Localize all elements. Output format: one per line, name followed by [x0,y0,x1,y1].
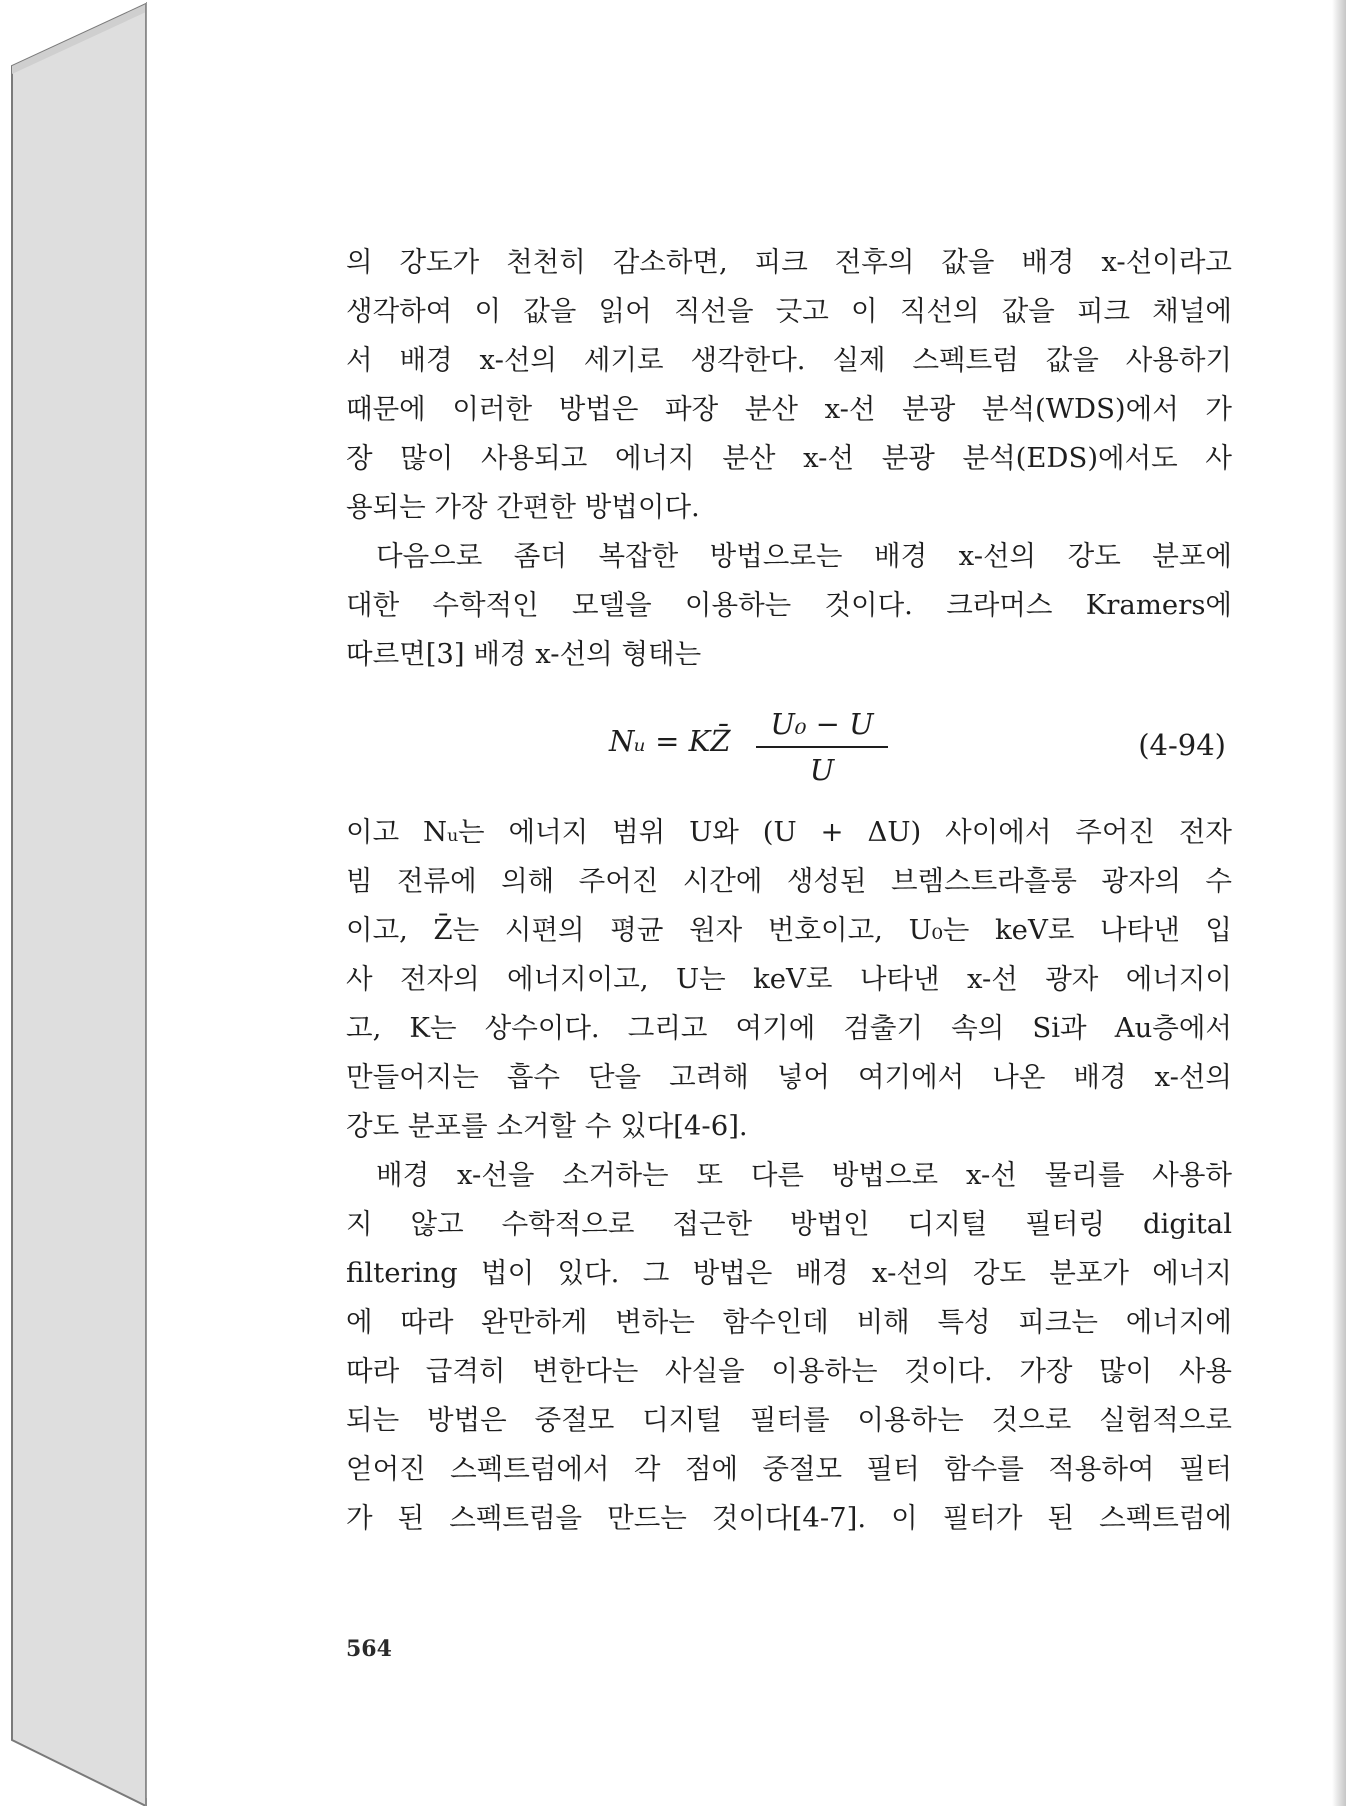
text-line: 지 않고 수학적으로 접근한 방법인 디지털 필터링 digital [346,1208,1232,1240]
fraction-bar [756,746,888,748]
text-line: 강도 분포를 소거할 수 있다[4-6]. [346,1110,748,1142]
equation-lhs: Nᵤ = KZ̄ [609,724,731,758]
text-line: 생각하여 이 값을 읽어 직선을 긋고 이 직선의 값을 피크 채널에 [346,295,1232,327]
text-line: 이고 Nᵤ는 에너지 범위 U와 (U + ΔU) 사이에서 주어진 전자 [346,816,1232,848]
text-line: 서 배경 x-선의 세기로 생각한다. 실제 스펙트럼 값을 사용하기 [346,344,1232,376]
text-line: 이고, Z̄는 시편의 평균 원자 번호이고, U₀는 keV로 나타낸 입 [346,914,1232,946]
text-line: 사 전자의 에너지이고, U는 keV로 나타낸 x-선 광자 에너지이 [346,963,1232,995]
text-line: 의 강도가 천천히 감소하면, 피크 전후의 값을 배경 x-선이라고 [346,246,1232,278]
text-line: 따르면[3] 배경 x-선의 형태는 [346,638,702,670]
text-line: 용되는 가장 간편한 방법이다. [346,491,700,523]
page-edge-shadow [1332,0,1346,1806]
text-line: 얻어진 스펙트럼에서 각 점에 중절모 필터 함수를 적용하여 필터 [346,1453,1232,1485]
equation-number: (4-94) [1138,728,1226,762]
text-line: 가 된 스펙트럼을 만드는 것이다[4-7]. 이 필터가 된 스펙트럼에 [346,1502,1232,1534]
text-line: 고, K는 상수이다. 그리고 여기에 검출기 속의 Si과 Au층에서 [346,1012,1232,1044]
equation-4-94 [346,704,1232,804]
equation-numerator: U₀ − U [770,707,874,741]
page-number: 564 [346,1636,392,1662]
text-line: 배경 x-선을 소거하는 또 다른 방법으로 x-선 물리를 사용하 [376,1159,1232,1191]
text-line: filtering 법이 있다. 그 방법은 배경 x-선의 강도 분포가 에너지 [346,1257,1232,1289]
body-text-top [346,238,1232,679]
book-spine [0,0,150,1806]
equation-fraction [756,704,888,790]
body-text-bottom [346,808,1232,1543]
book-edge-graphic [0,0,150,1806]
text-line: 만들어지는 흡수 단을 고려해 넣어 여기에서 나온 배경 x-선의 [346,1061,1232,1093]
text-line: 되는 방법은 중절모 디지털 필터를 이용하는 것으로 실험적으로 [346,1404,1232,1436]
text-line: 대한 수학적인 모델을 이용하는 것이다. 크라머스 Kramers에 [346,589,1232,621]
text-line: 다음으로 좀더 복잡한 방법으로는 배경 x-선의 강도 분포에 [376,540,1232,572]
text-line: 에 따라 완만하게 변하는 함수인데 비해 특성 피크는 에너지에 [346,1306,1232,1338]
equation-denominator: U [809,753,835,787]
text-line: 때문에 이러한 방법은 파장 분산 x-선 분광 분석(WDS)에서 가 [346,393,1232,425]
text-line: 빔 전류에 의해 주어진 시간에 생성된 브렘스트라흘룽 광자의 수 [346,865,1232,897]
text-line: 따라 급격히 변한다는 사실을 이용하는 것이다. 가장 많이 사용 [346,1355,1232,1387]
text-line: 장 많이 사용되고 에너지 분산 x-선 분광 분석(EDS)에서도 사 [346,442,1232,474]
